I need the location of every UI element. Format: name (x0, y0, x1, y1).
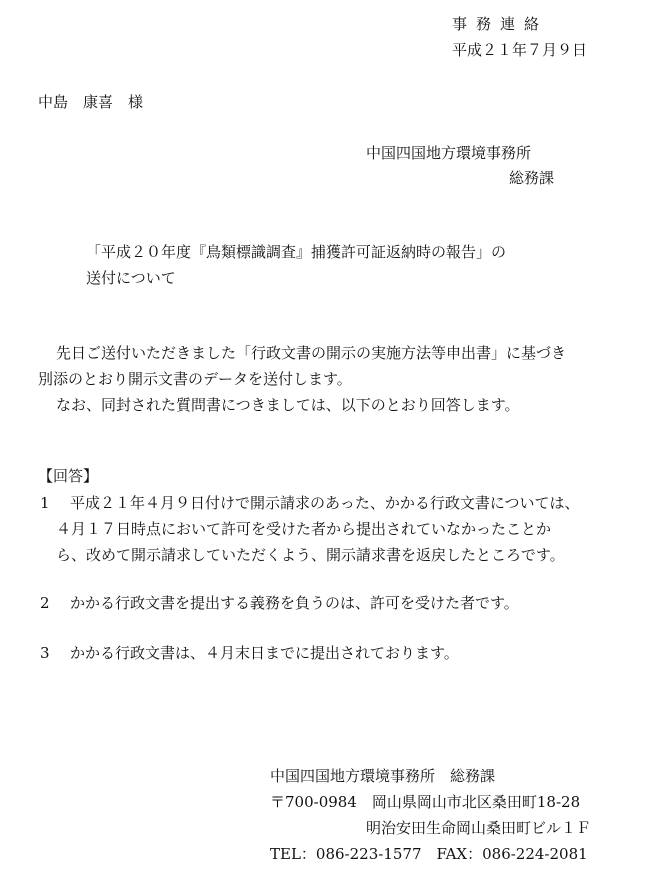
footer-organization: 中国四国地方環境事務所 総務課 (270, 767, 496, 785)
answer-2-line-1: かかる行政文書を提出する義務を負うのは、許可を受けた者です。 (70, 594, 519, 612)
sender-office: 中国四国地方環境事務所 (366, 144, 532, 162)
footer-address-line-2: 明治安田生命岡山桑田町ビル１Ｆ (366, 819, 592, 837)
recipient-name: 中島 康喜 様 (38, 93, 144, 111)
answer-heading: 【回答】 (38, 467, 99, 485)
answer-1-line-1: 平成２１年４月９日付けで開示請求のあった、かかる行政文書については、 (70, 494, 580, 512)
answer-1-line-3: ら、改めて開示請求していただくよう、開示請求書を返戻したところです。 (56, 546, 565, 564)
answer-3-line-1: かかる行政文書は、４月末日までに提出されております。 (70, 644, 459, 662)
answer-number-3: 3 (40, 644, 50, 662)
body-line-2: 別添のとおり開示文書のデータを送付します。 (38, 370, 352, 388)
subject-line-1: 「平成２０年度『鳥類標識調査』捕獲許可証返納時の報告」の (86, 243, 507, 261)
document-date: 平成２１年７月９日 (452, 41, 588, 59)
subject-line-2: 送付について (86, 269, 176, 287)
sender-section: 総務課 (509, 169, 555, 187)
document-type: 事務連絡 (452, 15, 549, 33)
answer-1-line-2: ４月１７日時点において許可を受けた者から提出されていなかったことか (56, 520, 552, 538)
footer-address-line-1: 〒700-0984 岡山県岡山市北区桑田町18-28 (270, 793, 581, 811)
answer-number-2: 2 (40, 594, 50, 612)
footer-contact: TEL：086-223-1577 FAX：086-224-2081 (270, 845, 588, 863)
answer-number-1: 1 (40, 494, 50, 512)
body-line-1: 先日ご送付いただきました「行政文書の開示の実施方法等申出書」に基づき (56, 344, 567, 362)
body-line-3: なお、同封された質問書につきましては、以下のとおり回答します。 (56, 396, 520, 414)
